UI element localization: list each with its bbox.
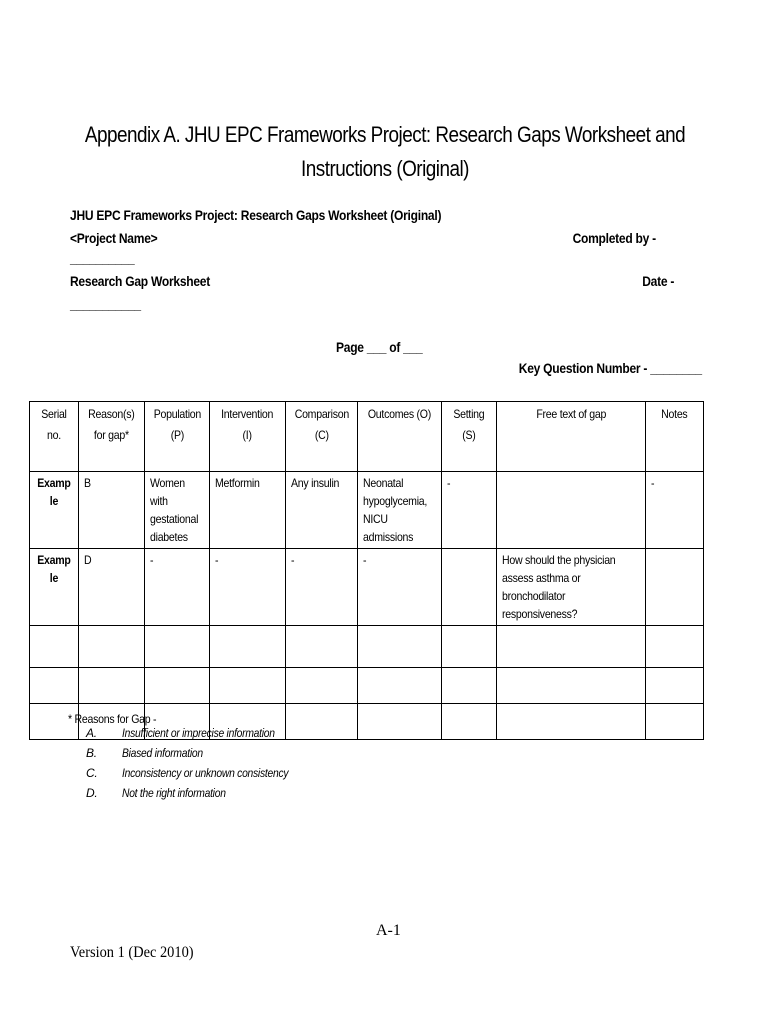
table-cell: B xyxy=(78,472,144,549)
table-cell xyxy=(358,626,442,668)
header-population: Population (P) xyxy=(144,402,210,472)
table-cell xyxy=(358,668,442,704)
table-cell: D xyxy=(78,549,144,626)
reason-item xyxy=(68,766,289,786)
table-cell xyxy=(646,549,704,626)
table-cell: - xyxy=(358,549,442,626)
table-cell xyxy=(442,626,497,668)
reason-item xyxy=(68,786,226,806)
table-cell: How should the physician assess asthma or bronchodilator responsiveness? xyxy=(496,549,645,626)
research-gap-worksheet-label: Research Gap Worksheet xyxy=(70,273,210,289)
header-comparison: Comparison (C) xyxy=(285,402,358,472)
table-cell xyxy=(442,668,497,704)
table-row xyxy=(30,626,704,668)
table-cell xyxy=(646,626,704,668)
header-intervention: Intervention (I) xyxy=(210,402,285,472)
table-cell: Any insulin xyxy=(285,472,358,549)
completed-by-blank: __________ xyxy=(70,250,135,266)
table-cell: - xyxy=(285,549,358,626)
title-line-1: Appendix A. JHU EPC Frameworks Project: Research Gaps Worksheet and xyxy=(84,122,686,147)
table-cell xyxy=(496,668,645,704)
table-cell: - xyxy=(144,549,210,626)
table-cell xyxy=(285,704,358,740)
table-cell xyxy=(210,626,285,668)
table-cell xyxy=(78,626,144,668)
key-question-number: Key Question Number - ________ xyxy=(519,360,702,376)
reason-letter: D. xyxy=(86,786,98,800)
header-reasons-for-gap: Reason(s) for gap* xyxy=(78,402,144,472)
reasons-for-gap-legend xyxy=(68,712,289,806)
reason-text: Inconsistency or unknown consistency xyxy=(122,766,289,780)
page-of-label: Page ___ of ___ xyxy=(336,339,423,355)
table-header-row xyxy=(30,402,704,472)
title-line-2: Instructions (Original) xyxy=(301,156,469,181)
table-row xyxy=(30,472,704,549)
research-gaps-table xyxy=(29,401,704,740)
table-cell: Neonatal hypoglycemia, NICU admissions xyxy=(358,472,442,549)
table-cell xyxy=(285,626,358,668)
table-cell xyxy=(442,549,497,626)
table-cell xyxy=(144,626,210,668)
date-blank: ___________ xyxy=(70,296,141,312)
table-row xyxy=(30,668,704,704)
table-cell xyxy=(78,668,144,704)
table-cell: Metformin xyxy=(210,472,285,549)
worksheet-subtitle: JHU EPC Frameworks Project: Research Gaps Worksheet (Original) xyxy=(70,207,442,223)
table-cell: Women with gestational diabetes xyxy=(144,472,210,549)
table-cell xyxy=(144,668,210,704)
header-serial-no: Serial no. xyxy=(30,402,79,472)
table-cell xyxy=(496,626,645,668)
header-notes: Notes xyxy=(646,402,704,472)
reason-text: Not the right information xyxy=(122,786,226,800)
project-name: <Project Name> xyxy=(70,230,158,246)
table-cell: - xyxy=(210,549,285,626)
table-cell: - xyxy=(442,472,497,549)
table-cell xyxy=(210,668,285,704)
table-cell xyxy=(646,704,704,740)
table-cell: - xyxy=(646,472,704,549)
table-row xyxy=(30,549,704,626)
reason-text: Biased information xyxy=(122,746,203,760)
table-cell xyxy=(358,704,442,740)
document-title xyxy=(0,118,770,186)
page-number: A-1 xyxy=(376,922,401,939)
version-label: Version 1 (Dec 2010) xyxy=(70,944,194,961)
table-cell xyxy=(646,668,704,704)
table-cell xyxy=(496,704,645,740)
reason-letter: A. xyxy=(86,726,97,740)
table-cell xyxy=(442,704,497,740)
reasons-lead: * Reasons for Gap - xyxy=(68,712,157,726)
table-cell xyxy=(30,668,79,704)
header-free-text-of-gap: Free text of gap xyxy=(496,402,645,472)
table-cell xyxy=(496,472,645,549)
reason-item xyxy=(68,726,275,746)
reason-item xyxy=(68,746,203,766)
table-cell: Examp le xyxy=(30,549,79,626)
table-cell: Examp le xyxy=(30,472,79,549)
header-outcomes: Outcomes (O) xyxy=(358,402,442,472)
date-label: Date - xyxy=(642,273,674,289)
reason-letter: B. xyxy=(86,746,97,760)
reason-text: Insufficient or imprecise information xyxy=(122,726,275,740)
reason-letter: C. xyxy=(86,766,98,780)
table-cell xyxy=(285,668,358,704)
completed-by-label: Completed by - xyxy=(572,230,656,246)
table-cell xyxy=(30,626,79,668)
header-setting: Setting (S) xyxy=(442,402,497,472)
